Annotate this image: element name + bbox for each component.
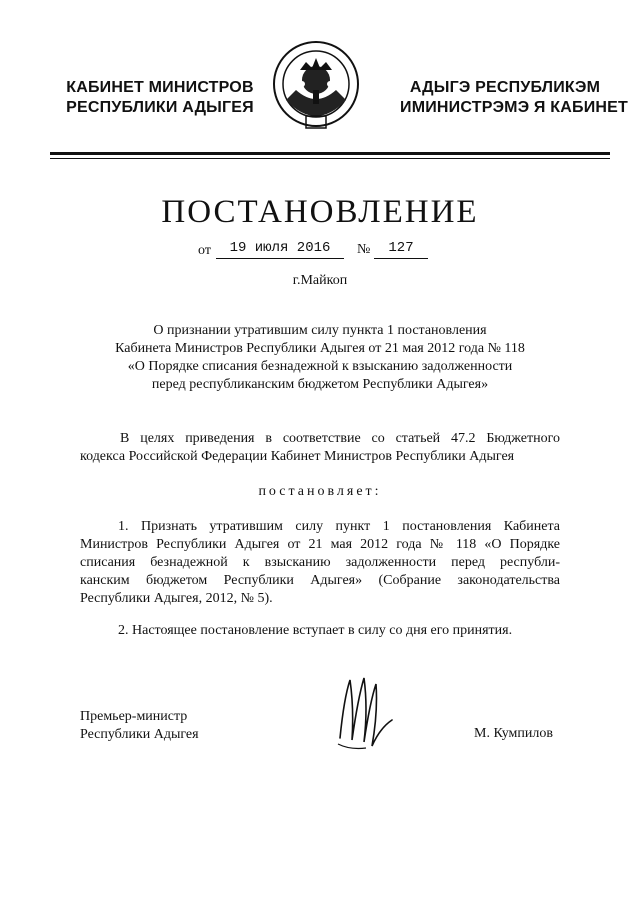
document-city: г.Майкоп <box>292 273 348 288</box>
preamble-line: В целях приведения в соответствие со статьей 47.2 Бюджетного <box>120 431 560 446</box>
item1-line: канским бюджетом Республики Адыгея» (Собрание законодательства <box>80 573 560 588</box>
header-left-line2: РЕСПУБЛИКИ АДЫГЕЯ <box>66 99 254 116</box>
header-left-title <box>60 78 260 118</box>
header-left-line1: КАБИНЕТ МИНИСТРОВ <box>66 79 254 96</box>
resolves-heading: постановляет: <box>258 484 382 499</box>
item1-line: Республики Адыгея, 2012, № 5). <box>80 591 273 606</box>
resolution-item-1 <box>80 518 560 608</box>
preamble-paragraph <box>80 430 560 466</box>
handwritten-signature <box>330 668 400 768</box>
subject-line: О признании утратившим силу пункта 1 постановления <box>153 323 487 338</box>
item1-line: 1. Признать утратившим силу пункт 1 постановления Кабинета <box>118 519 560 534</box>
document-number: 127 <box>374 240 428 259</box>
header-right-line2: ИМИНИСТРЭМЭ Я КАБИНЕТ <box>400 99 628 116</box>
document-date: 19 июля 2016 <box>216 240 344 259</box>
document-subject <box>60 322 580 394</box>
header-right-title <box>400 78 628 118</box>
signatory-position-line1: Премьер-министр <box>80 709 188 724</box>
number-prefix: № <box>357 242 371 257</box>
subject-line: Кабинета Министров Республики Адыгея от 21 мая 2012 года № 118 <box>115 341 525 356</box>
resolution-item-2: 2. Настоящее постановление вступает в силу со дня его принятия. <box>118 623 513 638</box>
preamble-line: кодекса Российской Федерации Кабинет Министров Республики Адыгея <box>80 449 515 464</box>
header-divider-thin <box>50 158 610 159</box>
header-divider-thick <box>50 152 610 155</box>
signatory-name: М. Кумпилов <box>474 726 553 741</box>
item1-line: Министров Республики Адыгея от 21 мая 2012 года № 118 «О Порядке <box>80 537 560 552</box>
date-prefix: от <box>198 243 211 258</box>
subject-line: перед республиканским бюджетом Республики Адыгея» <box>151 377 489 392</box>
item1-line: списания безнадежной к взысканию задолженности перед республи- <box>80 555 560 570</box>
header-right-line1: АДЫГЭ РЕСПУБЛИКЭМ <box>409 79 601 96</box>
subject-line: «О Порядке списания безнадежной к взысканию задолженности <box>127 359 513 374</box>
signatory-position <box>80 708 199 744</box>
signatory-position-line2: Республики Адыгея <box>80 727 199 742</box>
coat-of-arms-emblem <box>270 40 362 136</box>
document-title: ПОСТАНОВЛЕНИЕ <box>161 194 479 230</box>
